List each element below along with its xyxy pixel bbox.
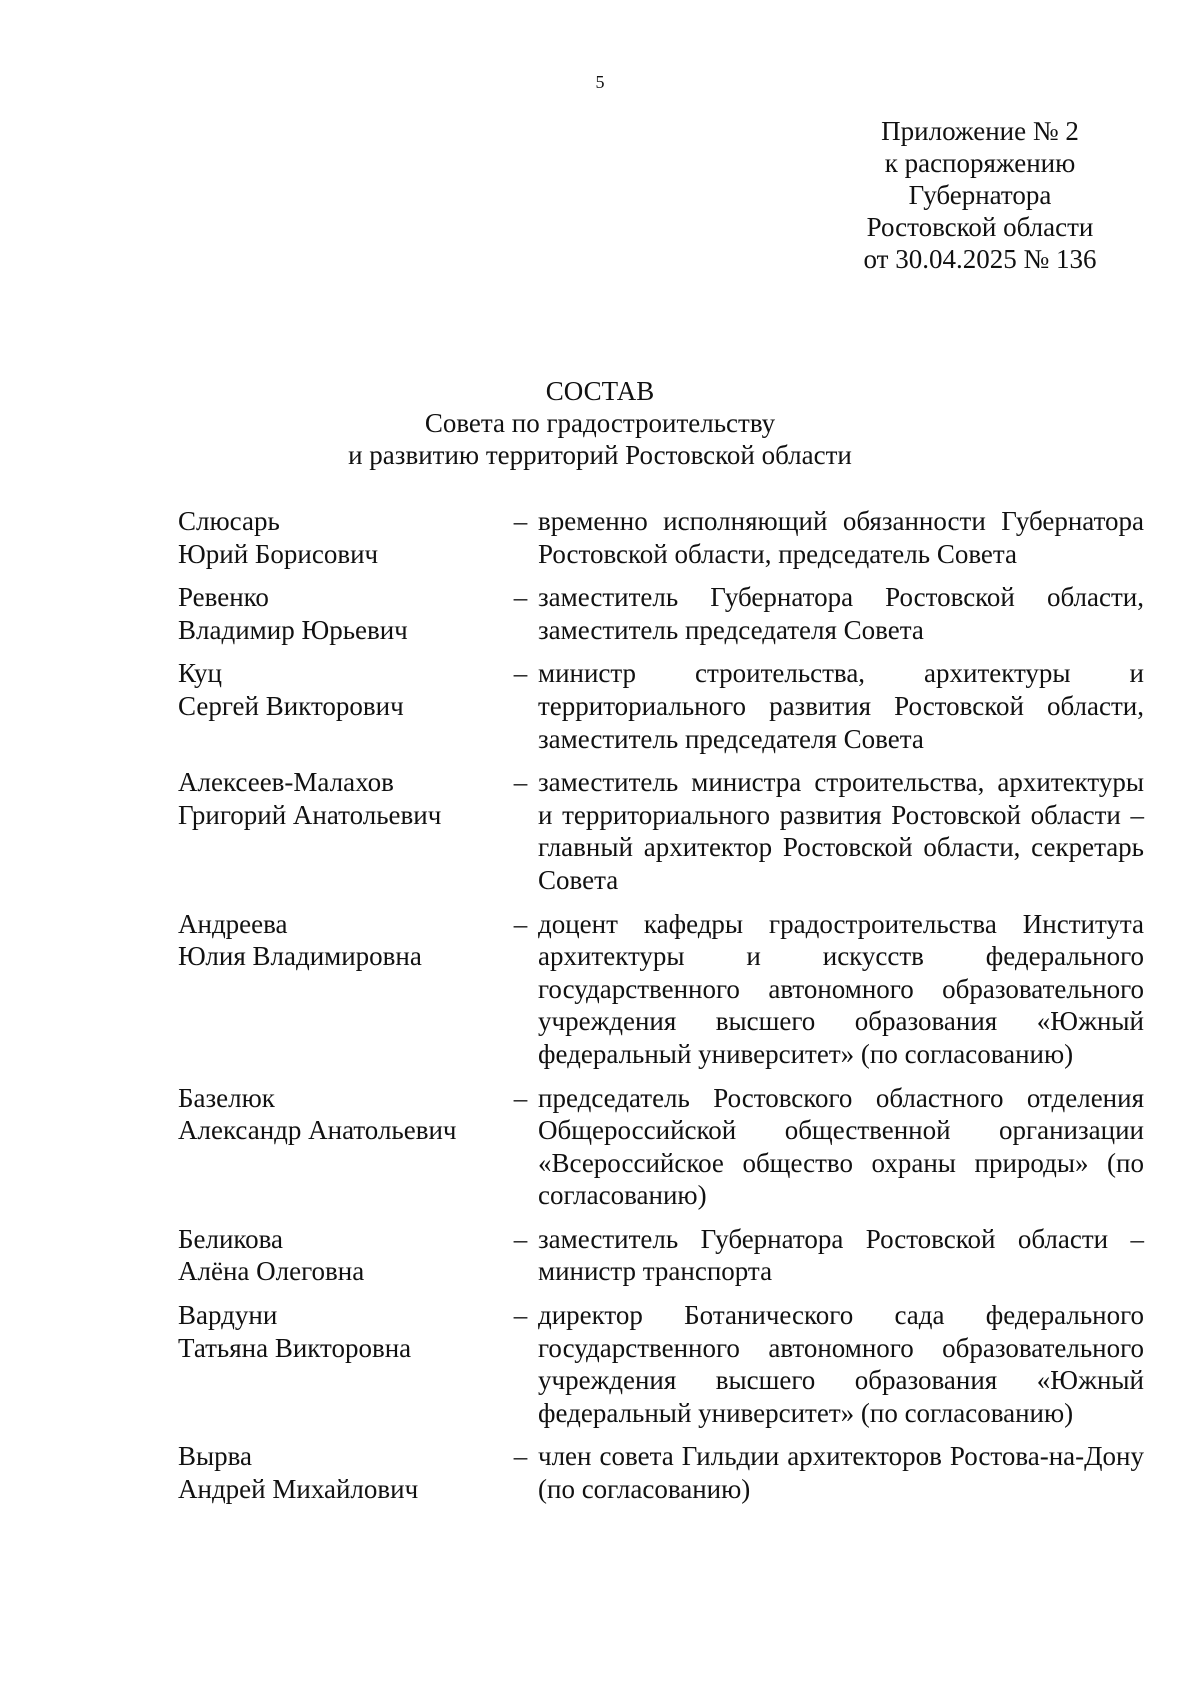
member-surname: Базелюк bbox=[178, 1082, 275, 1113]
dash-separator: – bbox=[513, 1441, 528, 1472]
dash-separator: – bbox=[513, 506, 528, 536]
member-name bbox=[178, 1082, 503, 1212]
dash-separator: – bbox=[513, 1300, 528, 1331]
member-role: директор Ботанического сада федерального государственного автономного образовательного учреждения высшего образования «Южный федеральный университет» (по согласованию) bbox=[538, 1300, 1144, 1428]
member-name bbox=[178, 581, 503, 646]
member-role: доцент кафедры градостроительства Института архитектуры и искусств федерального государственного автономного образовательного учреждения высшего образования «Южный федеральный университет» (по согласованию) bbox=[538, 908, 1144, 1069]
dash-separator: – bbox=[513, 908, 528, 939]
appendix-line: от 30.04.2025 № 136 bbox=[863, 244, 1097, 274]
appendix-line: Приложение № 2 bbox=[881, 116, 1079, 146]
member-name bbox=[178, 1299, 503, 1429]
member-given-names: Сергей Викторович bbox=[178, 690, 404, 721]
member-row bbox=[178, 581, 1144, 646]
members-list bbox=[178, 505, 1144, 1517]
member-surname: Ревенко bbox=[178, 582, 269, 613]
member-given-names: Юлия Владимировна bbox=[178, 941, 422, 972]
member-row bbox=[178, 1299, 1144, 1429]
member-given-names: Алёна Олеговна bbox=[178, 1256, 365, 1287]
member-given-names: Григорий Анатольевич bbox=[178, 799, 442, 830]
document-title: СОСТАВ bbox=[545, 376, 655, 406]
appendix-line: Губернатора bbox=[908, 180, 1052, 210]
member-row bbox=[178, 766, 1144, 896]
member-surname: Куц bbox=[178, 658, 222, 689]
member-role: временно исполняющий обязанности Губернатора Ростовской области, председатель Совета bbox=[538, 506, 1144, 569]
member-name bbox=[178, 1440, 503, 1505]
member-name bbox=[178, 505, 503, 570]
dash-separator: – bbox=[513, 767, 528, 798]
dash-separator: – bbox=[513, 582, 528, 613]
member-given-names: Александр Анатольевич bbox=[178, 1115, 457, 1146]
member-given-names: Андрей Михайлович bbox=[178, 1474, 419, 1505]
member-role: член совета Гильдии архитекторов Ростова-на-Дону (по согласованию) bbox=[538, 1441, 1144, 1505]
member-row bbox=[178, 908, 1144, 1071]
member-given-names: Юрий Борисович bbox=[178, 538, 379, 569]
appendix-line: к распоряжению bbox=[884, 148, 1076, 178]
member-row bbox=[178, 1082, 1144, 1212]
member-surname: Андреева bbox=[178, 908, 288, 939]
member-given-names: Татьяна Викторовна bbox=[178, 1332, 412, 1363]
member-role: председатель Ростовского областного отделения Общероссийской общественной организации «Всероссийское общество охраны природы» (по согласованию) bbox=[538, 1082, 1144, 1211]
member-role: министр строительства, архитектуры и территориального развития Ростовской области, заместитель председателя Совета bbox=[538, 658, 1144, 754]
member-role: заместитель Губернатора Ростовской области, заместитель председателя Совета bbox=[538, 582, 1144, 645]
member-surname: Беликова bbox=[178, 1223, 284, 1254]
document-heading bbox=[300, 375, 900, 471]
member-surname: Алексеев-Малахов bbox=[178, 767, 394, 798]
member-role: заместитель министра строительства, архитектуры и территориального развития Ростовской области – главный архитектор Ростовской области, секретарь Совета bbox=[538, 767, 1144, 895]
member-row bbox=[178, 1440, 1144, 1505]
member-row bbox=[178, 657, 1144, 755]
appendix-block bbox=[830, 115, 1130, 275]
member-name bbox=[178, 766, 503, 896]
dash-separator: – bbox=[513, 1082, 528, 1113]
member-row bbox=[178, 1223, 1144, 1288]
document-subtitle: и развитию территорий Ростовской области bbox=[348, 440, 852, 470]
page-number: 5 bbox=[595, 72, 605, 92]
member-name bbox=[178, 1223, 503, 1288]
member-name bbox=[178, 657, 503, 755]
member-name bbox=[178, 908, 503, 1071]
dash-separator: – bbox=[513, 658, 528, 689]
member-surname: Вырва bbox=[178, 1441, 253, 1472]
member-surname: Вардуни bbox=[178, 1300, 278, 1331]
member-surname: Слюсарь bbox=[178, 506, 280, 536]
member-given-names: Владимир Юрьевич bbox=[178, 614, 408, 645]
appendix-line: Ростовской области bbox=[866, 212, 1094, 242]
document-subtitle: Совета по градостроительству bbox=[424, 408, 776, 438]
member-row bbox=[178, 505, 1144, 570]
member-role: заместитель Губернатора Ростовской области – министр транспорта bbox=[538, 1223, 1144, 1287]
dash-separator: – bbox=[513, 1223, 528, 1254]
